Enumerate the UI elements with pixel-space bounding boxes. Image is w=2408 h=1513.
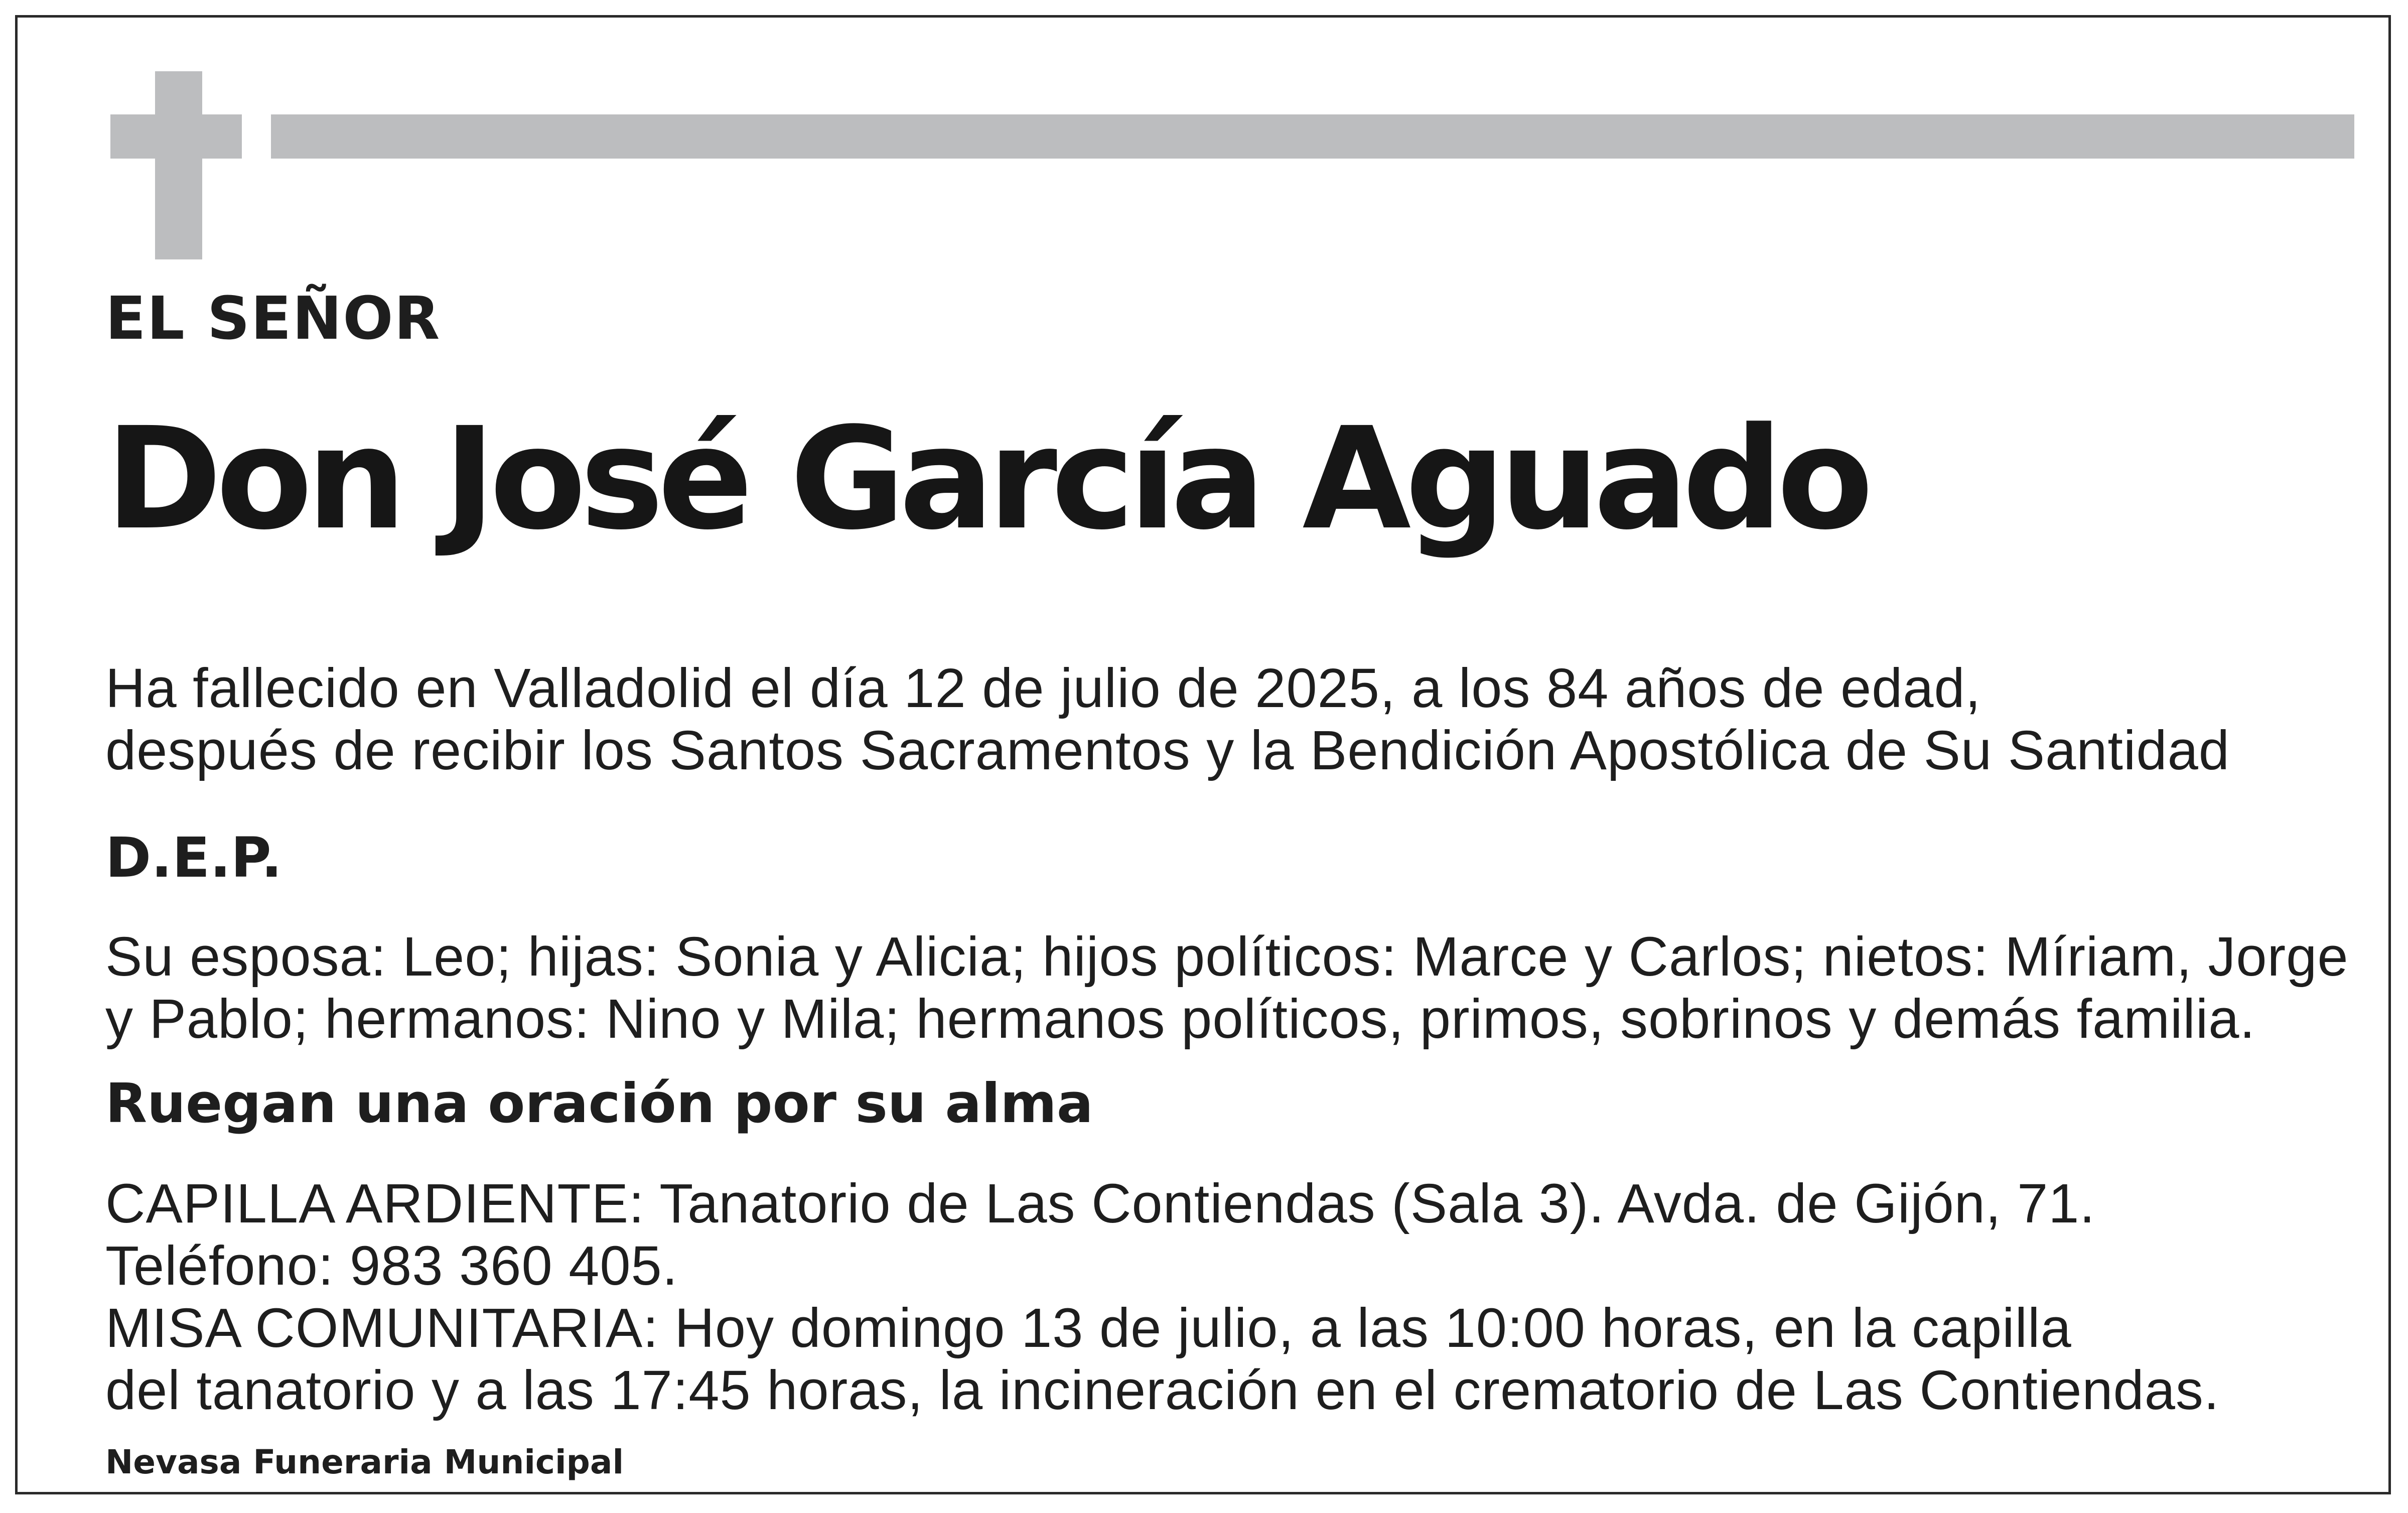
cross-vertical-bar [155,71,202,259]
header-rule [271,114,2354,159]
phone-line: Teléfono: 983 360 405. [105,1235,678,1297]
dep-label: D.E.P. [105,826,282,890]
deceased-name: Don José García Aguado [105,397,1868,561]
prayer-request: Ruegan una oración por su alma [105,1072,1093,1135]
obituary-frame [15,15,2391,1494]
honorific-title: EL SEÑOR [105,284,441,353]
death-notice [105,657,2230,782]
mass-line: MISA COMUNITARIA: Hoy domingo 13 de julio, a las 10:00 horas, en la capilla [105,1297,2072,1359]
chapel-line: CAPILLA ARDIENTE: Tanatorio de Las Contiendas (Sala 3). Avda. de Gijón, 71. [105,1173,2095,1234]
mass-line: del tanatorio y a las 17:45 horas, la incineración en el crematorio de Las Contiendas. [105,1359,2220,1421]
family-line: y Pablo; hermanos: Nino y Mila; hermanos políticos, primos, sobrinos y demás familia. [105,988,2256,1050]
death-notice-line: Ha fallecido en Valladolid el día 12 de julio de 2025, a los 84 años de edad, [105,657,1981,719]
cross-horizontal-bar [110,114,242,159]
family-line: Su esposa: Leo; hijas: Sonia y Alicia; hijos políticos: Marce y Carlos; nietos: Míriam, Jorge [105,926,2349,988]
funeral-home-credit: Nevasa Funeraria Municipal [105,1443,624,1481]
family-list [105,926,2349,1050]
death-notice-line: después de recibir los Santos Sacramentos y la Bendición Apostólica de Su Santidad [105,720,2230,781]
service-details [105,1173,2219,1422]
